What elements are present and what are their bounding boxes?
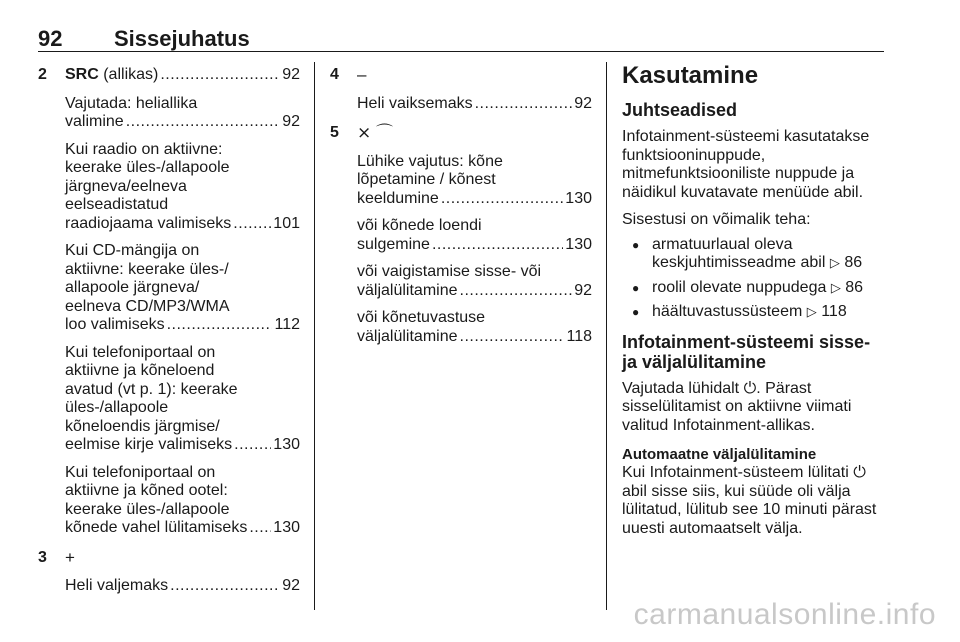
toc-line	[357, 236, 592, 255]
text-line: lõpetamine / kõnest	[357, 171, 496, 188]
toc-line	[65, 577, 300, 596]
page-ref[interactable]: 118	[566, 327, 592, 345]
entry-heading	[65, 66, 300, 85]
text-line: avatud (vt p. 1): keerake	[65, 380, 238, 398]
paragraph-text: Vajutada lühidalt	[622, 379, 744, 397]
paragraph	[65, 344, 300, 455]
toc-line	[357, 282, 592, 301]
page-ref[interactable]: 86	[845, 278, 864, 296]
toc-line	[357, 190, 592, 209]
paragraph	[357, 263, 592, 300]
page-ref[interactable]: 130	[273, 436, 300, 453]
paragraph	[357, 309, 592, 346]
page-ref[interactable]: 130	[273, 519, 300, 536]
text-line: allapoole järgneva/	[65, 279, 200, 296]
list-item-text: armatuurlaual oleva keskjuhtimisseadme abil	[652, 235, 826, 271]
list-item	[622, 279, 884, 298]
paragraph	[65, 464, 300, 538]
entry-4	[330, 66, 592, 113]
arrow-icon: ▷	[829, 255, 840, 270]
text-line: väljalülitamine	[357, 327, 458, 345]
section-title: Kasutamine	[622, 62, 759, 89]
toc-line	[65, 519, 300, 538]
text-line: väljalülitamine	[357, 281, 458, 299]
entry-2	[38, 66, 300, 538]
text-line: eelseadistatud	[65, 196, 169, 213]
mute-hangup-icon: ⨯ ⌒	[357, 123, 393, 142]
paragraph: Infotainment-süsteemi kasutatakse funktsiooninuppude, mitmefunktsiooniliste nuppude ja näidikul kuvatavate menüüde abil.	[622, 128, 870, 201]
list-item-text: roolil olevate nuppudega	[652, 278, 827, 296]
toc-line	[65, 215, 300, 234]
list-item	[622, 236, 884, 273]
leader-dots	[126, 113, 281, 132]
text-line: Vajutada: heliallika	[65, 94, 198, 112]
text-line: eelneva CD/MP3/WMA	[65, 297, 230, 315]
text-line: aktiivne ja kõneloend	[65, 362, 215, 379]
arrow-icon: ▷	[830, 279, 841, 295]
entry-number: 3	[38, 548, 47, 566]
subsubsection-title: Automaatne väljalülitamine	[622, 446, 817, 463]
toc-line	[65, 316, 300, 335]
leader-dots	[234, 436, 271, 455]
page-ref[interactable]: 92	[282, 113, 300, 130]
text-line: keerake üles-/allapoole	[65, 500, 230, 518]
header-rule	[38, 51, 884, 52]
page-ref[interactable]: 118	[821, 303, 847, 320]
toc-line	[357, 95, 592, 114]
text-line: või vaigistamise sisse- või	[357, 263, 542, 280]
text-line: keerake üles-/allapoole	[65, 159, 230, 176]
text-line: valimine	[65, 113, 124, 130]
column-3	[622, 62, 884, 538]
page-ref[interactable]: 92	[282, 577, 300, 594]
page-ref[interactable]: 92	[282, 66, 300, 83]
text-line: eelmise kirje valimiseks	[65, 436, 233, 453]
text-line: Heli valjemaks	[65, 577, 169, 594]
entry-3	[38, 549, 300, 596]
page-header	[38, 26, 884, 52]
column-1	[38, 66, 300, 607]
text-line: Kui CD-mängija on	[65, 242, 200, 259]
text-line: järgneva/eelneva	[65, 177, 187, 195]
page-ref[interactable]: 112	[274, 316, 300, 333]
paragraph	[357, 217, 592, 254]
text-line: Lühike vajutus: kõne	[357, 152, 503, 170]
leader-dots	[460, 328, 565, 347]
text-line: Kui telefoniportaal on	[65, 463, 216, 481]
paragraph-text: abil sisse siis, kui süüde oli välja lülitatud, lülitub see 10 minuti pärast uuesti automaatselt välja.	[622, 482, 877, 537]
page-ref[interactable]: 130	[565, 189, 592, 207]
leader-dots	[460, 282, 573, 301]
text-line: Kui telefoniportaal on	[65, 343, 216, 361]
subsection-title: Infotainment-süsteemi sisse- ja väljalülitamine	[622, 331, 871, 372]
paragraph	[65, 141, 300, 234]
text-line: kõnede vahel lülitamiseks	[65, 519, 248, 536]
power-icon: ⏻	[743, 379, 757, 397]
paragraph	[622, 380, 884, 436]
text-line: aktiivne: keerake üles-/	[65, 260, 229, 278]
paragraph-text: Kui Infotainment-süsteem lülitati	[622, 464, 854, 481]
page-ref[interactable]: 92	[574, 281, 592, 299]
text-line: loo valimiseks	[65, 316, 165, 333]
entry-number: 2	[38, 66, 47, 83]
list-item	[622, 303, 884, 322]
text-line: sulgemine	[357, 235, 430, 253]
page-ref[interactable]: 86	[844, 254, 863, 271]
toc-line	[65, 113, 300, 132]
text-line: Kui raadio on aktiivne:	[65, 140, 223, 158]
toc-line	[65, 436, 300, 455]
power-icon: ⏻	[853, 464, 866, 481]
arrow-icon: ▷	[806, 304, 817, 319]
leader-dots	[167, 316, 273, 335]
leader-dots	[475, 95, 573, 114]
paragraph	[65, 95, 300, 132]
leader-dots	[233, 215, 271, 234]
page-ref[interactable]: 101	[273, 214, 300, 232]
minus-icon: –	[357, 65, 367, 84]
entry-5	[330, 124, 592, 346]
leader-dots	[249, 519, 271, 538]
text-line: või kõnede loendi	[357, 217, 482, 234]
column-divider	[314, 62, 315, 610]
paragraph-text: . Pärast sisselülitamist on aktiivne viimati valitud Infotainment-allikas.	[622, 379, 852, 434]
watermark: carmanualsonline.info	[633, 598, 936, 631]
text-line: Heli vaiksemaks	[357, 94, 473, 112]
text-line: kõneloendis järgmise/	[65, 417, 220, 435]
text-line: üles-/allapoole	[65, 399, 169, 416]
text-line: raadiojaama valimiseks	[65, 214, 232, 232]
toc-line	[357, 328, 592, 347]
page-number: 92	[38, 26, 63, 51]
page-title: Sissejuhatus	[114, 26, 250, 51]
leader-dots	[441, 190, 563, 209]
paragraph	[65, 242, 300, 335]
list-item-text: häältuvastussüsteem	[652, 303, 803, 320]
text-line: keeldumine	[357, 189, 439, 207]
paragraph	[357, 153, 592, 209]
page-ref[interactable]: 92	[574, 94, 592, 112]
subsection-title: Juhtseadised	[622, 100, 738, 120]
entry-number: 5	[330, 124, 339, 141]
leader-dots	[170, 577, 280, 596]
page-ref[interactable]: 130	[565, 235, 592, 253]
paragraph: Sisestusi on võimalik teha:	[622, 211, 811, 228]
input-methods-list	[622, 236, 884, 322]
leader-dots	[432, 236, 563, 255]
text-line: aktiivne ja kõned ootel:	[65, 482, 228, 499]
text-line: või kõnetuvastuse	[357, 309, 486, 326]
plus-icon: +	[65, 547, 75, 567]
column-divider	[606, 62, 607, 610]
entry-number: 4	[330, 66, 339, 83]
leader-dots	[160, 66, 280, 85]
column-2	[330, 66, 592, 357]
entry-heading-text: (allikas)	[98, 66, 159, 83]
paragraph	[622, 464, 884, 538]
src-label: SRC	[65, 66, 99, 83]
